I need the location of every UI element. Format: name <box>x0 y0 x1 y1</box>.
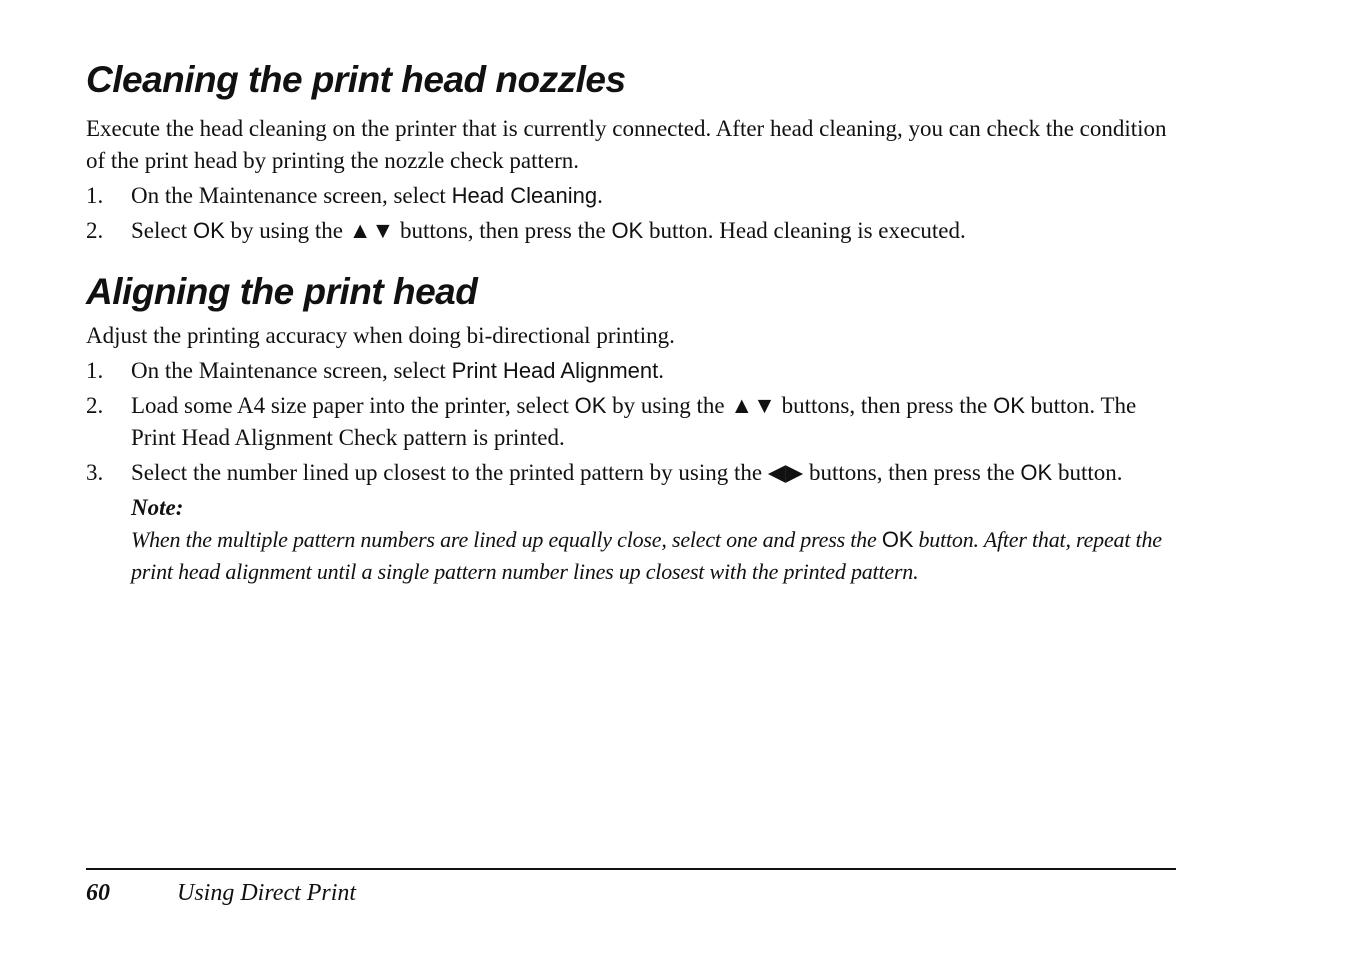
step-text: button. <box>1052 460 1123 485</box>
ui-term: Head Cleaning <box>451 183 598 208</box>
up-down-arrows-icon: ▲▼ <box>348 218 395 243</box>
section-intro: Execute the head cleaning on the printer that is currently connected. After head cleaning, you can check the condition of the print head by printing the nozzle check pattern. <box>86 116 1167 173</box>
manual-page <box>86 54 1176 588</box>
note-body <box>131 524 1176 588</box>
section-intro: Adjust the printing accuracy when doing bi-directional printing. <box>86 323 675 348</box>
steps-list <box>86 355 1176 588</box>
note-text: button. After that, repeat the print head alignment until a single pattern number lines up closest with the printed pattern. <box>131 527 1162 584</box>
up-down-arrows-icon: ▲▼ <box>730 393 776 418</box>
step-text: . <box>658 358 664 383</box>
ui-term: OK <box>1020 460 1053 485</box>
step-number: 3. <box>86 460 104 485</box>
step-number: 1. <box>86 183 104 208</box>
step-text: by using the <box>224 218 349 243</box>
steps-list <box>86 180 1176 247</box>
footer-divider <box>86 868 1176 870</box>
note-block <box>131 492 1176 588</box>
step-text: On the Maintenance screen, select <box>131 358 452 383</box>
ui-term: OK <box>993 393 1025 418</box>
ui-term: OK <box>611 218 644 243</box>
step-item <box>86 355 1176 387</box>
step-text: Select <box>131 218 193 243</box>
ui-term: OK <box>574 393 607 418</box>
step-text: buttons, then press the <box>803 460 1021 485</box>
step-text: Load some A4 size paper into the printer, select <box>131 393 575 418</box>
step-text: On the Maintenance screen, select <box>131 183 452 208</box>
step-text: Select the number lined up closest to the printed pattern by using the <box>131 460 768 485</box>
ui-term: OK <box>192 218 225 243</box>
step-text: buttons, then press the <box>394 218 612 243</box>
step-text: . <box>597 183 603 208</box>
page-number: 60 <box>86 880 110 906</box>
step-text: buttons, then press the <box>775 393 994 418</box>
ui-term: Print Head Alignment <box>451 358 659 383</box>
section-title: Cleaning the print head nozzles <box>86 59 626 100</box>
section-title: Aligning the print head <box>86 271 478 312</box>
step-number: 1. <box>86 358 104 383</box>
step-text: by using the <box>606 393 731 418</box>
step-text: button. The Print Head Alignment Check pattern is printed. <box>131 393 1137 450</box>
page-footer <box>86 876 356 910</box>
section-aligning <box>86 266 1176 588</box>
left-right-arrows-icon: ◀▶ <box>767 460 804 485</box>
ui-term: OK <box>881 527 914 552</box>
footer-label: Using Direct Print <box>177 880 357 906</box>
step-item <box>86 390 1176 454</box>
step-number: 2. <box>86 218 104 243</box>
note-text: When the multiple pattern numbers are lined up equally close, select one and press the <box>131 527 882 552</box>
step-text: button. Head cleaning is executed. <box>643 218 966 243</box>
step-number: 2. <box>86 393 104 418</box>
step-item <box>86 180 1176 212</box>
step-item <box>86 215 1176 247</box>
section-cleaning <box>86 54 1176 247</box>
note-title: Note: <box>131 495 184 520</box>
step-item <box>86 457 1176 588</box>
